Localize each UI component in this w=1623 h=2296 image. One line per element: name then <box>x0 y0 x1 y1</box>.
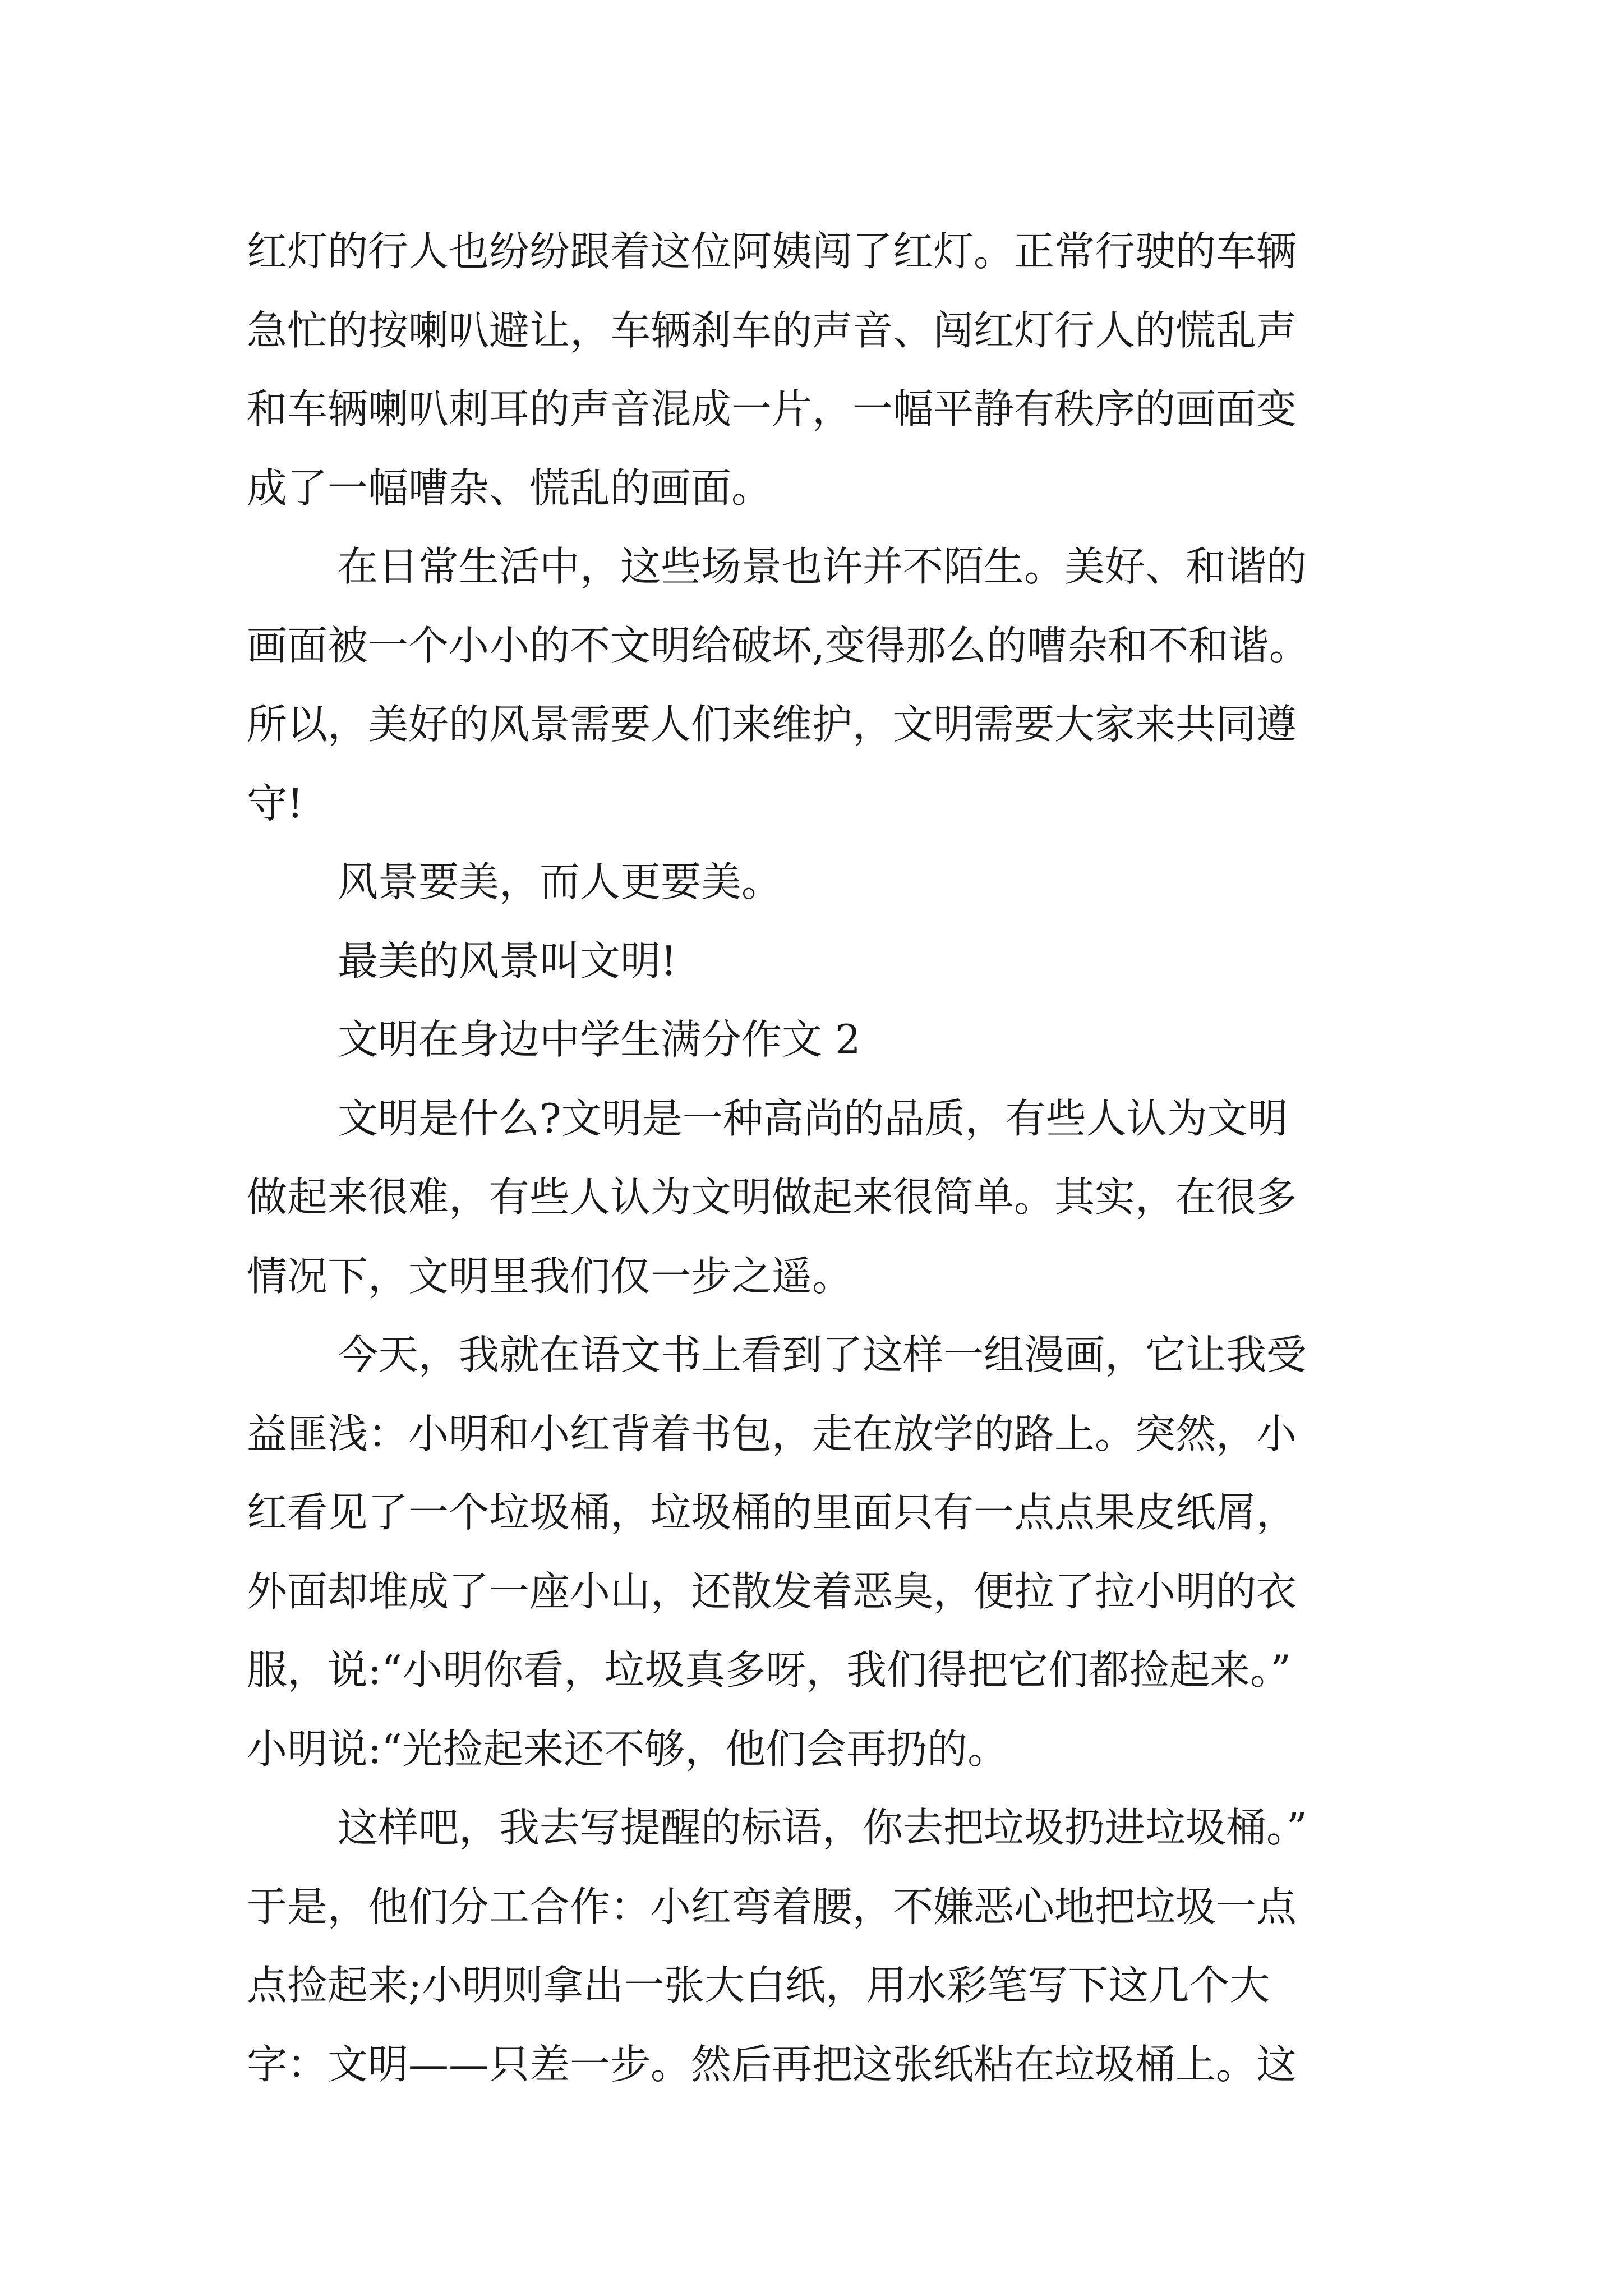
text-line: 文明是什么?文明是一种高尚的品质，有些人认为文明 <box>338 1094 1288 1142</box>
text-line: 外面却堆成了一座小山，还散发着恶臭，便拉了拉小明的衣 <box>247 1567 1297 1615</box>
text-line: 益匪浅：小明和小红背着书包，走在放学的路上。突然，小 <box>247 1410 1297 1457</box>
section-heading <box>247 1000 1385 1079</box>
text-line: 文明在身边中学生满分作文 2 <box>338 1016 861 1063</box>
paragraph <box>247 212 1385 527</box>
text-line: 风景要美，而人更要美。 <box>338 858 782 905</box>
text-line: 这样吧，我去写提醒的标语，你去把垃圾扔进垃圾桶。” <box>338 1804 1307 1851</box>
text-line: 画面被一个小小的不文明给破坏,变得那么的嘈杂和不和谐。 <box>247 622 1310 669</box>
text-line: 红看见了一个垃圾桶，垃圾桶的里面只有一点点果皮纸屑， <box>247 1489 1297 1536</box>
text-line: 点捡起来;小明则拿出一张大白纸，用水彩笔写下这几个大 <box>247 1962 1270 2009</box>
text-line: 和车辆喇叭刺耳的声音混成一片，一幅平静有秩序的画面变 <box>247 385 1297 432</box>
text-line: 所以，美好的风景需要人们来维护，文明需要大家来共同遵 <box>247 701 1297 748</box>
text-line: 红灯的行人也纷纷跟着这位阿姨闯了红灯。正常行驶的车辆 <box>247 228 1297 275</box>
text-line: 最美的风景叫文明! <box>338 937 677 984</box>
text-line: 急忙的按喇叭避让，车辆刹车的声音、闯红灯行人的慌乱声 <box>247 306 1297 354</box>
text-line: 字：文明——只差一步。然后再把这张纸粘在垃圾桶上。这 <box>247 2040 1297 2088</box>
text-line: 今天，我就在语文书上看到了这样一组漫画，它让我受 <box>338 1331 1307 1378</box>
paragraph <box>247 1788 1385 2104</box>
text-line: 服，说:“小明你看，垃圾真多呀，我们得把它们都捡起来。” <box>247 1646 1291 1694</box>
text-line: 守! <box>247 779 303 827</box>
document-body <box>247 212 1385 2104</box>
paragraph <box>247 527 1385 843</box>
text-line: 做起来很难，有些人认为文明做起来很简单。其实，在很多 <box>247 1174 1297 1221</box>
text-line: 于是，他们分工合作：小红弯着腰，不嫌恶心地把垃圾一点 <box>247 1883 1297 1930</box>
paragraph <box>247 1079 1385 1316</box>
paragraph <box>247 922 1385 1001</box>
text-line: 小明说:“光捡起来还不够，他们会再扔的。 <box>247 1725 1008 1773</box>
paragraph <box>247 843 1385 922</box>
text-line: 在日常生活中，这些场景也许并不陌生。美好、和谐的 <box>338 543 1307 590</box>
text-line: 成了一幅嘈杂、慌乱的画面。 <box>247 464 772 512</box>
text-line: 情况下，文明里我们仅一步之遥。 <box>247 1252 853 1300</box>
paragraph <box>247 1315 1385 1788</box>
